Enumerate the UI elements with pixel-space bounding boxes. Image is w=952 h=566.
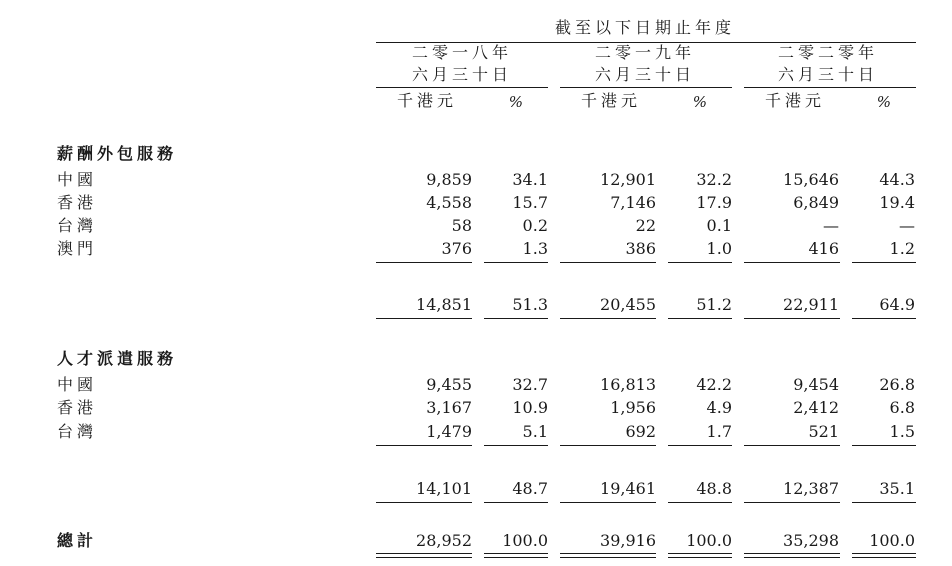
subtotal-underline [560,502,656,503]
year-2019-line1: 二零一九年 [595,43,696,62]
subtotal-underline [484,318,548,319]
total-double-rule [376,557,472,558]
cell-value: 2,412 [793,398,839,417]
row-label: 香港 [57,398,98,417]
year-2018-rule [376,87,548,88]
cell-value: 9,455 [426,375,472,394]
subtotal-rule [744,445,840,446]
cell-value: 386 [625,239,656,258]
pct-label-2019: % [692,93,707,111]
subtotal-value: 48.8 [696,479,732,498]
total-label: 總計 [57,531,98,550]
total-value: 39,916 [600,531,656,550]
total-double-rule [852,557,916,558]
cell-value: 22 [635,216,656,235]
subtotal-rule [376,262,472,263]
total-double-rule [376,553,472,554]
year-2019-line2: 六月三十日 [595,65,696,84]
cell-value: 0.2 [522,216,548,235]
cell-value: 4,558 [426,193,472,212]
subtotal-rule [668,445,732,446]
unit-label-2018: 千港元 [397,91,458,110]
subtotal-value: 19,461 [600,479,656,498]
cell-value: 5.1 [522,422,548,441]
row-label: 澳門 [57,239,98,258]
subtotal-underline [376,502,472,503]
subtotal-value: 20,455 [600,295,656,314]
cell-value: 32.7 [512,375,548,394]
row-label: 台灣 [57,216,98,235]
subtotal-value: 48.7 [512,479,548,498]
subtotal-rule [852,445,916,446]
cell-value: 32.2 [696,170,732,189]
total-double-rule [560,557,656,558]
total-double-rule [484,557,548,558]
row-label: 中國 [57,170,98,189]
subtotal-underline [560,318,656,319]
total-double-rule [560,553,656,554]
cell-value: 16,813 [600,375,656,394]
cell-value: 10.9 [512,398,548,417]
subtotal-underline [744,318,840,319]
subtotal-underline [668,502,732,503]
subtotal-value: 51.3 [512,295,548,314]
total-value: 100.0 [686,531,732,550]
cell-value: — [823,216,839,235]
pct-label-2020: % [876,93,891,111]
total-double-rule [484,553,548,554]
cell-value: 1.2 [889,239,915,258]
row-label: 中國 [57,375,98,394]
subtotal-value: 12,387 [783,479,839,498]
cell-value: 376 [441,239,472,258]
cell-value: 34.1 [512,170,548,189]
subtotal-rule [376,445,472,446]
total-double-rule [668,553,732,554]
row-label: 香港 [57,193,98,212]
unit-label-2019: 千港元 [581,91,642,110]
section-title-payroll: 薪酬外包服務 [57,144,178,163]
cell-value: 26.8 [879,375,915,394]
unit-label-2020: 千港元 [765,91,826,110]
subtotal-rule [744,262,840,263]
cell-value: 12,901 [600,170,656,189]
total-value: 35,298 [783,531,839,550]
total-double-rule [744,553,840,554]
cell-value: 44.3 [879,170,915,189]
cell-value: — [899,216,915,235]
year-2019-rule [560,87,732,88]
cell-value: 3,167 [426,398,472,417]
subtotal-rule [560,445,656,446]
total-double-rule [668,557,732,558]
cell-value: 6,849 [793,193,839,212]
cell-value: 416 [808,239,839,258]
total-double-rule [744,557,840,558]
total-value: 100.0 [869,531,915,550]
subtotal-underline [852,318,916,319]
subtotal-value: 22,911 [783,295,839,314]
year-2020-line1: 二零二零年 [778,43,879,62]
subtotal-value: 35.1 [879,479,915,498]
cell-value: 9,859 [426,170,472,189]
total-value: 28,952 [416,531,472,550]
pct-label-2018: % [508,93,523,111]
cell-value: 1.3 [522,239,548,258]
cell-value: 15.7 [512,193,548,212]
subtotal-rule [484,262,548,263]
cell-value: 17.9 [696,193,732,212]
subtotal-value: 14,101 [416,479,472,498]
subtotal-value: 14,851 [416,295,472,314]
cell-value: 0.1 [706,216,732,235]
cell-value: 15,646 [783,170,839,189]
cell-value: 4.9 [706,398,732,417]
period-title: 截至以下日期止年度 [555,18,736,37]
subtotal-underline [376,318,472,319]
total-value: 100.0 [502,531,548,550]
subtotal-value: 64.9 [879,295,915,314]
year-2018-line2: 六月三十日 [412,65,513,84]
cell-value: 1.5 [889,422,915,441]
section-title-staffing: 人才派遣服務 [57,349,178,368]
subtotal-underline [852,502,916,503]
cell-value: 1.0 [706,239,732,258]
subtotal-value: 51.2 [696,295,732,314]
cell-value: 1,479 [426,422,472,441]
subtotal-rule [560,262,656,263]
cell-value: 7,146 [610,193,656,212]
cell-value: 6.8 [889,398,915,417]
year-2018-line1: 二零一八年 [412,43,513,62]
subtotal-rule [668,262,732,263]
subtotal-underline [668,318,732,319]
cell-value: 42.2 [696,375,732,394]
cell-value: 9,454 [793,375,839,394]
subtotal-rule [484,445,548,446]
subtotal-underline [744,502,840,503]
subtotal-underline [484,502,548,503]
total-double-rule [852,553,916,554]
cell-value: 692 [625,422,656,441]
subtotal-rule [852,262,916,263]
cell-value: 1,956 [610,398,656,417]
year-2020-rule [744,87,916,88]
cell-value: 58 [451,216,472,235]
cell-value: 19.4 [879,193,915,212]
year-2020-line2: 六月三十日 [778,65,879,84]
row-label: 台灣 [57,422,98,441]
cell-value: 1.7 [706,422,732,441]
cell-value: 521 [808,422,839,441]
